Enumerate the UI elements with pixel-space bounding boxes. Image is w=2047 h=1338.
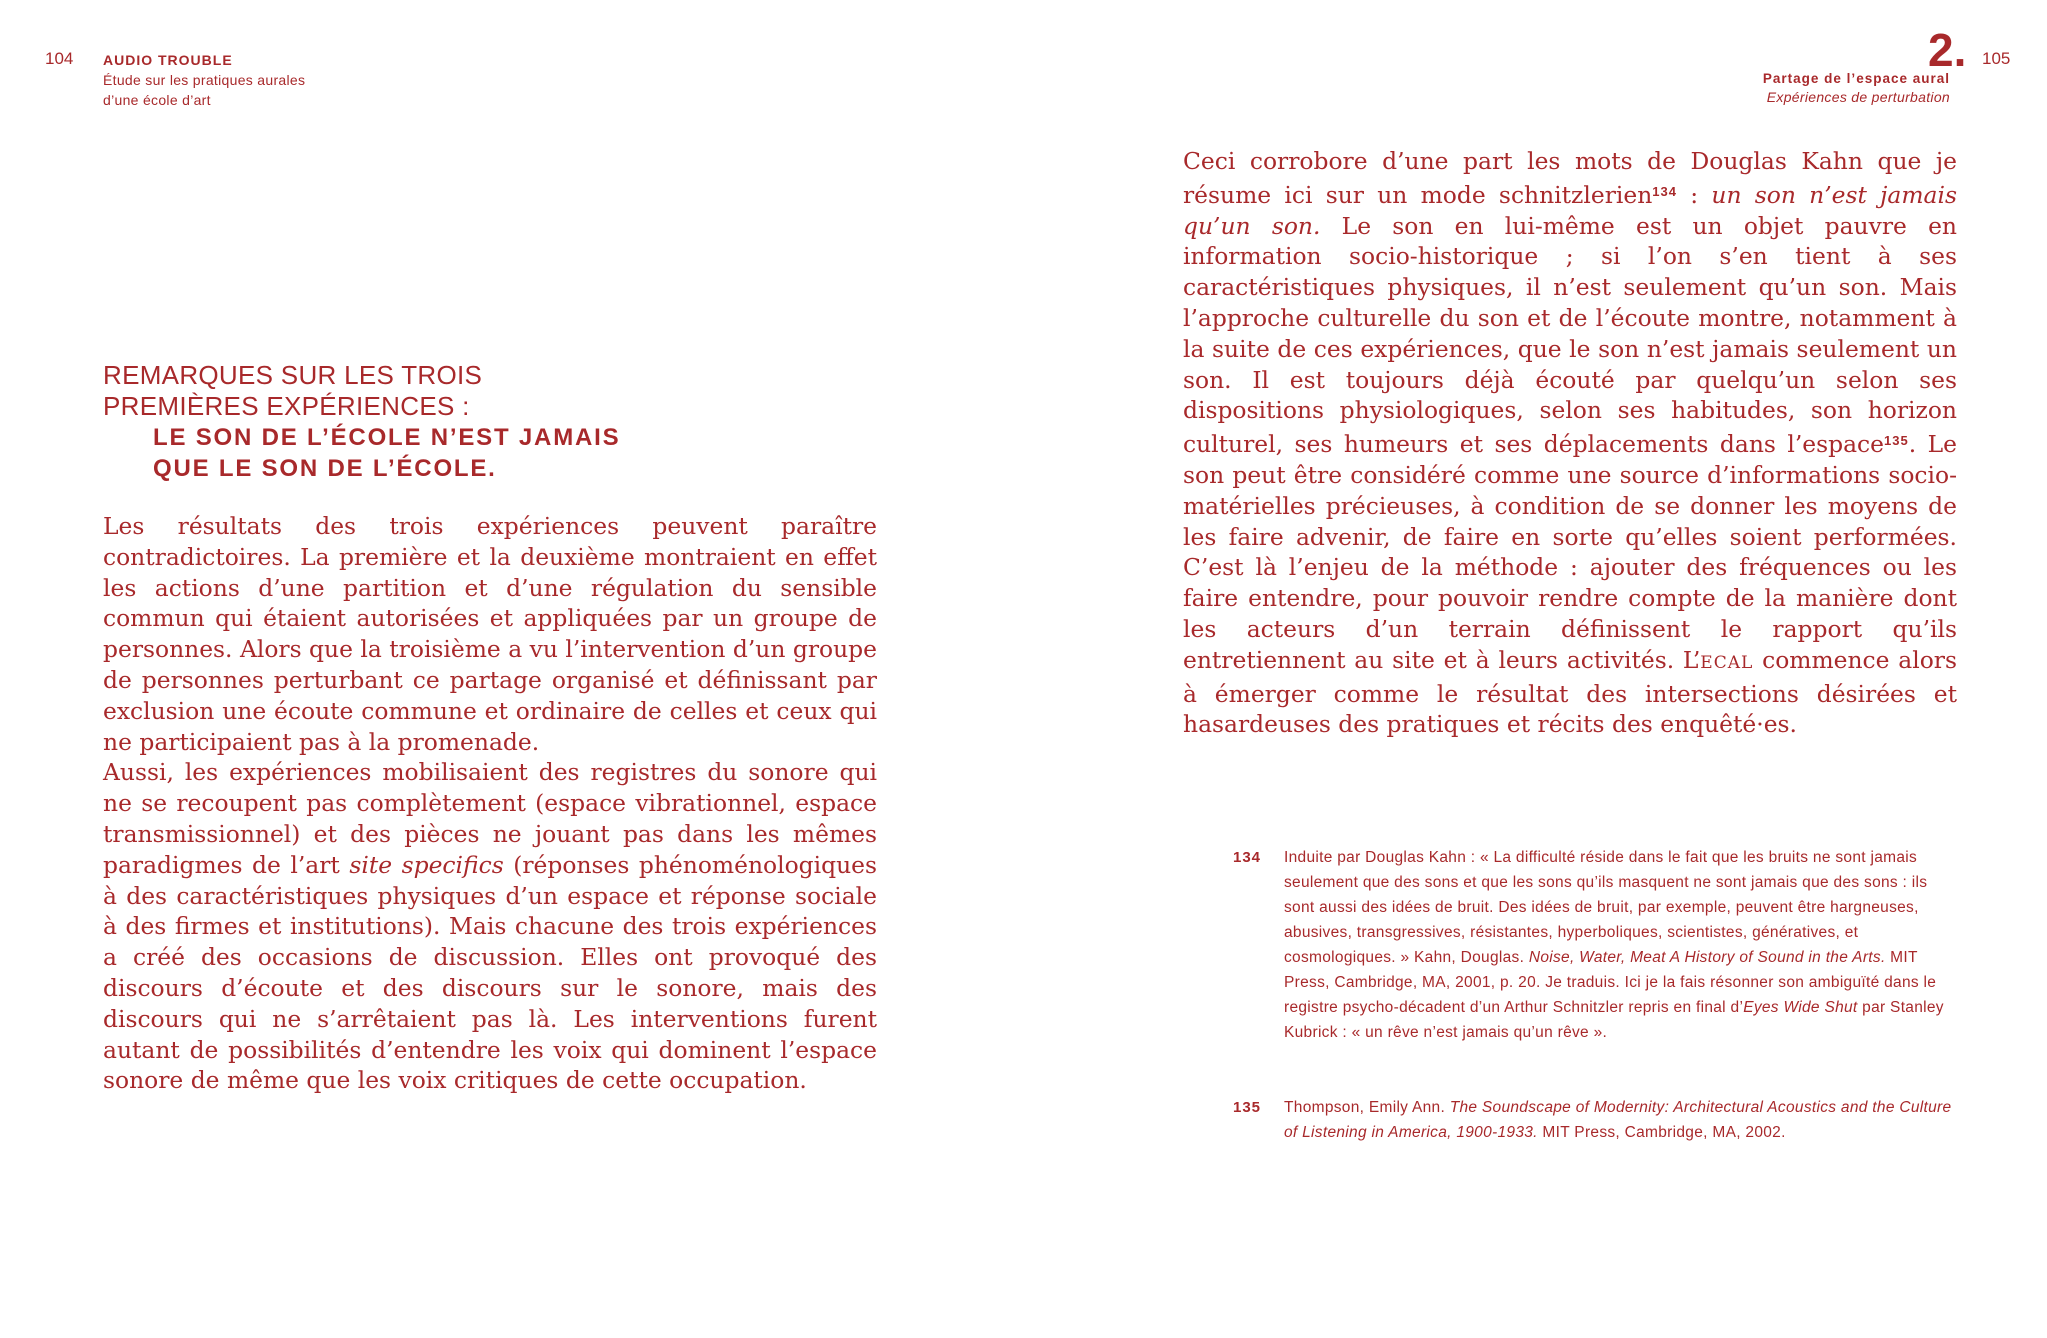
text-run: : [1676,180,1712,209]
footnote-ref-135[interactable]: 135 [1884,433,1909,449]
text-run: Le son en lui-même est un objet pauvre en information socio-historique ; si l’on s’en tient à ses caractéristiques physiques, il n’est seulement qu’un son. Mais l’approche culturelle du son et de l’écoute montre, notamment à la suite de ces expériences, que le son n’est jamais seulement un son. Il est toujours déjà écouté par quelqu’un selon ses dispositions physiologiques, selon ses habitudes, son horizon culturel, ses humeurs et ses déplacements dans l’espace [1183,211,1957,459]
chapter-subtitle: Expériences de perturbation [1766,89,1950,105]
footnote-number: 134 [1233,849,1262,866]
section-heading [103,360,803,484]
paragraph [1183,146,1957,740]
left-body-text [103,511,877,1096]
text-run: (réponses phénoménologiques à des caractéristiques physiques d’un espace et réponse sociale à des firmes et institutions). Mais chacune des trois expériences a créé des occasions de discussion. Elles ont provoqué des discours d’écoute et des discours sur le sonore, mais des discours qui ne s’arrêtaient pas là. Les interventions furent autant de possibilités d’entendre les voix qui dominent l’espace sonore de même que les voix critiques de cette occupation. [103,850,877,1095]
footnote-ref-134[interactable]: 134 [1652,183,1677,199]
paragraph [103,757,877,1096]
left-running-head [103,50,463,110]
text-run: MIT Press, Cambridge, MA, 2002. [1537,1124,1786,1141]
text-run: MIT Press, Cambridge, MA, 2001, p. 20. Je traduis. Ici je la fais résonner son ambiguïté dans le registre psycho-décadent d’un Arthur Schnitzler repris en final d’ [1284,949,1937,1016]
text-run: Aussi, les expériences mobilisaient des registres du sonore qui ne se recoupent pas complètement (espace vibrationnel, espace transmissionnel) et des pièces ne jouant pas dans les mêmes paradigmes de l’art [103,758,877,879]
right-body-text [1183,146,1957,740]
left-page-number: 104 [45,49,74,68]
paragraph: Les résultats des trois expériences peuvent paraître contradictoires. La première et la deuxième montraient en effet les actions d’une partition et d’une régulation du sensible commun qui étaient autorisées et appliquées par un groupe de personnes. Alors que la troisième a vu l’intervention d’un groupe de personnes perturbant ce partage organisé et définissant par exclusion une écoute commune et ordinaire de celles et ceux qui ne participaient pas à la promenade. [103,512,877,756]
italic-term: site specifics [349,850,504,879]
book-subtitle-line1: Étude sur les pratiques aurales [103,72,306,88]
footnote-number: 135 [1233,1099,1262,1116]
heading-bold-line-1: LE SON DE L’ÉCOLE N’EST JAMAIS [153,424,621,451]
text-run: Thompson, Emily Ann. [1284,1099,1450,1116]
text-run: Ceci corrobore d’une part les mots de Douglas Kahn que je résume ici sur un mode schnitzlerien [1183,147,1957,209]
text-run: commence alors à émerger comme le résultat des intersections désirées et hasardeuses des pratiques et récits des enquêté·es. [1183,645,1957,739]
text-run: par Stanley Kubrick : « un rêve n’est jamais qu’un rêve ». [1284,999,1944,1041]
acronym: ECAL [1700,652,1754,673]
italic-quote: un son n’est jamais qu’un son. [1183,180,1957,240]
book-title: AUDIO TROUBLE [103,52,233,68]
chapter-title: Partage de l’espace aural [1762,71,1950,86]
italic-title: The Soundscape of Modernity: Architectural Acoustics and the Culture of Listening in America, 1900-1933. [1284,1099,1952,1141]
heading-line-1: REMARQUES SUR LES TROIS [103,360,483,390]
italic-title: Noise, Water, Meat A History of Sound in the Arts. [1528,949,1886,966]
heading-line-2: PREMIÈRES EXPÉRIENCES : [103,391,470,421]
chapter-number: 2. [1928,24,1967,76]
footnote-text [1284,845,1954,1045]
footnote-text [1284,1095,1954,1145]
italic-title: Eyes Wide Shut [1743,999,1858,1016]
right-running-head [1550,69,1950,107]
right-page-number: 105 [1982,49,2011,68]
book-subtitle-line2: d’une école d’art [103,92,211,108]
text-run: . Le son peut être considéré comme une source d’informations socio-matérielles précieuses, à condition de se donner les moyens de les faire advenir, de faire en sorte qu’elles soient performées. C’est là l’enjeu de la méthode : ajouter des fréquences ou les faire entendre, pour pouvoir rendre compte de la manière dont les acteurs d’un terrain définissent le rapport qu’ils entretiennent au site et à leurs activités. L’ [1183,430,1957,674]
text-run: Induite par Douglas Kahn : « La difficulté réside dans le fait que les bruits ne sont jamais seulement que des sons et que les sons qu’ils masquent ne sont jamais que des sons : ils sont aussi des idées de bruit. Des idées de bruit, par exemple, peuvent être hargneuses, abusives, transgressives, résistantes, hyperboliques, scientistes, génératives, et cosmologiques. » Kahn, Douglas. [1284,849,1928,966]
heading-bold-line-2: QUE LE SON DE L’ÉCOLE. [153,455,497,482]
